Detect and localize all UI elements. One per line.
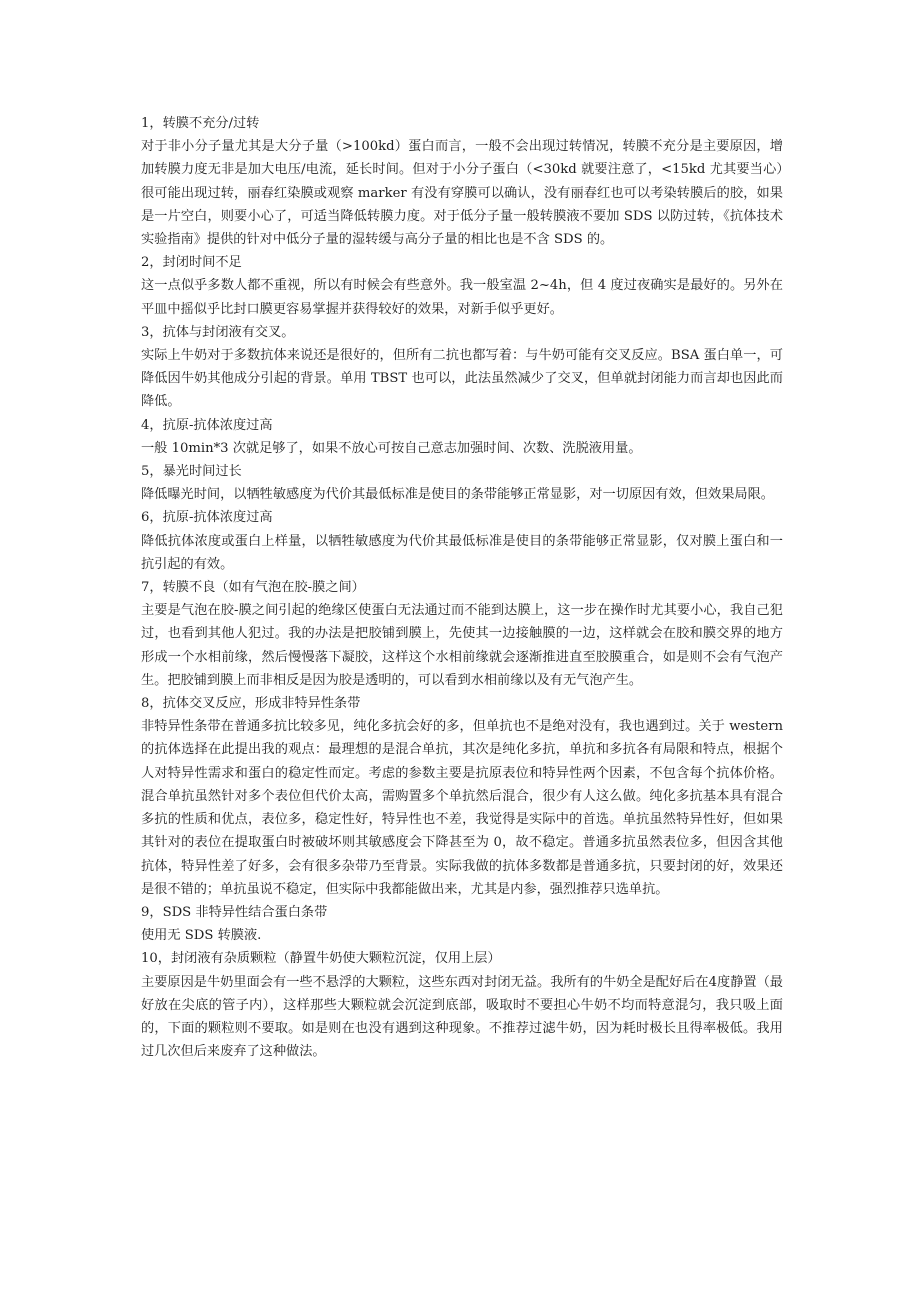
section-paragraph: 一般 10min*3 次就足够了，如果不放心可按自己意志加强时间、次数、洗脱液用量。 xyxy=(141,440,642,456)
section-heading: 10，封闭液有杂质颗粒（静置牛奶使大颗粒沉淀，仅用上层） xyxy=(141,951,501,967)
section-heading: 6，抗原-抗体浓度过高 xyxy=(141,510,273,526)
section-paragraph: 使用无 SDS 转膜液. xyxy=(141,928,262,944)
section-heading: 3，抗体与封闭液有交叉。 xyxy=(141,324,295,340)
section-4 xyxy=(141,414,783,460)
section-9 xyxy=(141,901,783,947)
section-heading: 1，转膜不充分/过转 xyxy=(141,116,260,131)
section-paragraph: 实际上牛奶对于多数抗体来说还是很好的，但所有二抗也都写着：与牛奶可能有交叉反应。BSA 蛋白单一，可降低因牛奶其他成分引起的背景。单用 TBST 也可以，此法虽然减少了交叉，但单就封闭能力而言却也因此而降低。 xyxy=(141,348,783,410)
section-heading: 8，抗体交叉反应，形成非特异性条带 xyxy=(141,696,361,712)
section-7 xyxy=(141,576,783,692)
section-heading: 4，抗原-抗体浓度过高 xyxy=(141,417,273,433)
section-paragraph: 对于非小分子量尤其是大分子量（>100kd）蛋白而言，一般不会出现过转情况，转膜不充分是主要原因，增加转膜力度无非是加大电压/电流，延长时间。但对于小分子蛋白（<30kd 就要注意了，<15kd 尤其要当心）很可能出现过转，丽春红染膜或观察 marker 有没有穿膜可以确认，没有丽春红也可以考染转膜后的胶，如果是一片空白，则要小心了，可适当降低转膜力度。对于低分子量一般转膜液不要加 SDS 以防过转，《抗体技术实验指南》提供的针对中低分子量的湿转缓与高分子量的相比也是不含 SDS 的。 xyxy=(141,139,783,248)
section-6 xyxy=(141,506,783,576)
section-5 xyxy=(141,460,783,506)
section-heading: 2，封闭时间不足 xyxy=(141,255,242,271)
section-heading: 9，SDS 非特异性结合蛋白条带 xyxy=(141,904,328,920)
section-paragraph: 降低曝光时间，以牺牲敏感度为代价其最低标准是使目的条带能够正常显影，对一切原因有效，但效果局限。 xyxy=(141,487,774,503)
section-paragraph: 降低抗体浓度或蛋白上样量，以牺牲敏感度为代价其最低标准是使目的条带能够正常显影，仅对膜上蛋白和一抗引起的有效。 xyxy=(141,533,783,572)
section-3 xyxy=(141,321,783,414)
section-paragraph: 非特异性条带在普通多抗比较多见，纯化多抗会好的多，但单抗也不是绝对没有，我也遇到过。关于 western 的抗体选择在此提出我的观点：最理想的是混合单抗，其次是纯化多抗，单抗和多抗各有局限和特点，根据个人对特异性需求和蛋白的稳定性而定。考虑的参数主要是抗原表位和特异性两个因素，不包含每个抗体价格。混合单抗虽然针对多个表位但代价太高，需购置多个单抗然后混合，很少有人这么做。纯化多抗基本具有混合多抗的性质和优点，表位多，稳定性好，特异性也不差，我觉得是实际中的首选。单抗虽然特异性好，但如果其针对的表位在提取蛋白时被破坏则其敏感度会下降甚至为 0，故不稳定。普通多抗虽然表位多，但因含其他抗体，特异性差了好多，会有很多杂带乃至背景。实际我做的抗体多数都是普通多抗，只要封闭的好，效果还是很不错的；单抗虽说不稳定，但实际中我都能做出来，尤其是内参，强烈推荐只选单抗。 xyxy=(141,719,783,897)
document-body xyxy=(141,112,783,1063)
section-10 xyxy=(141,947,783,1063)
section-paragraph: 主要是气泡在胶-膜之间引起的绝缘区使蛋白无法通过而不能到达膜上，这一步在操作时尤其要小心，我自己犯过，也看到其他人犯过。我的办法是把胶铺到膜上，先使其一边接触膜的一边，这样就会在胶和膜交界的地方形成一个水相前缘，然后慢慢落下凝胶，这样这个水相前缘就会逐渐推进直至胶膜重合，如是则不会有气泡产生。把胶铺到膜上而非相反是因为胶是透明的，可以看到水相前缘以及有无气泡产生。 xyxy=(141,603,783,688)
section-heading: 5，暴光时间过长 xyxy=(141,464,242,480)
section-2 xyxy=(141,251,783,321)
section-paragraph: 主要原因是牛奶里面会有一些不悬浮的大颗粒，这些东西对封闭无益。我所有的牛奶全是配好后在4度静置（最好放在尖底的管子内），这样那些大颗粒就会沉淀到底部，吸取时不要担心牛奶不均而特意混匀，我只吸上面的，下面的颗粒则不要取。如是则在也没有遇到这种现象。不推荐过滤牛奶，因为耗时极长且得率极低。我用过几次但后来废弃了这种做法。 xyxy=(141,974,783,1060)
section-paragraph: 这一点似乎多数人都不重视，所以有时候会有些意外。我一般室温 2~4h，但 4 度过夜确实是最好的。另外在平皿中摇似乎比封口膜更容易掌握并获得较好的效果，对新手似乎更好。 xyxy=(141,278,783,317)
section-8 xyxy=(141,692,783,901)
section-1 xyxy=(141,112,783,251)
section-heading: 7，转膜不良（如有气泡在胶-膜之间） xyxy=(141,580,365,596)
